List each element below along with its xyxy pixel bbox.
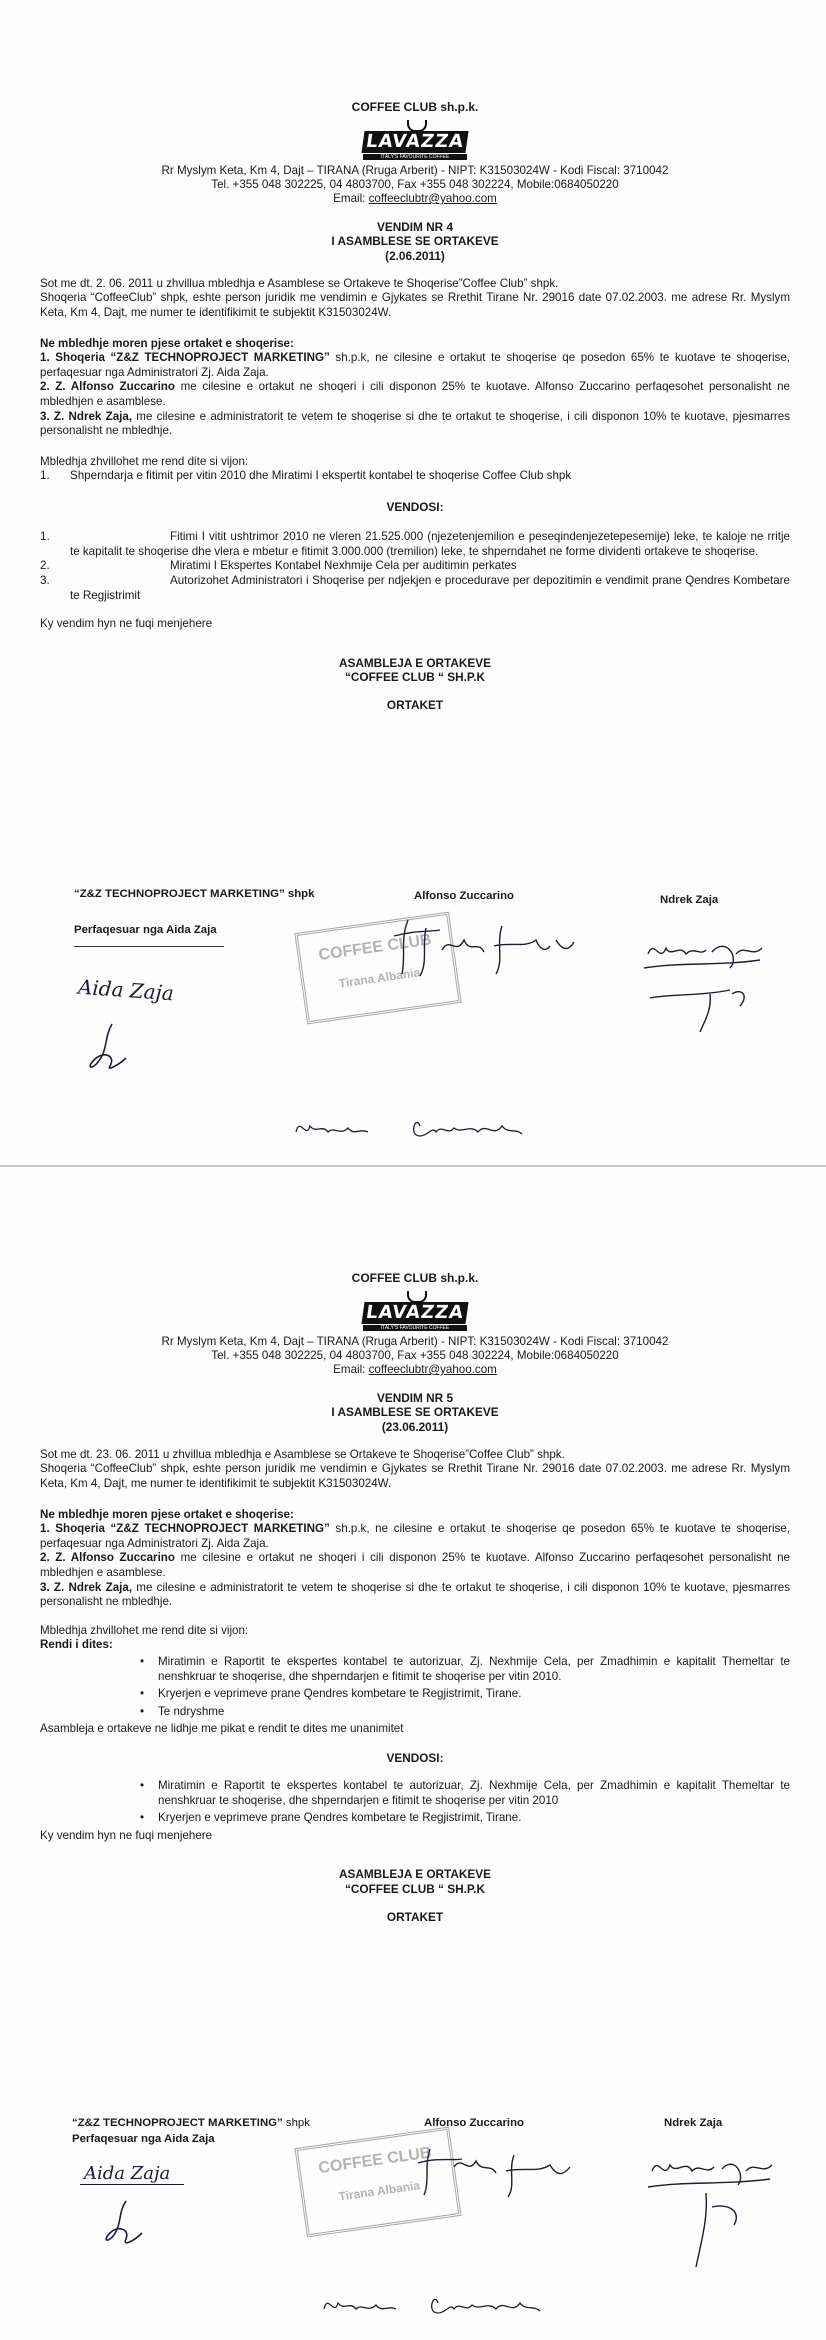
intro-meeting: Sot me dt. 23. 06. 2011 u zhvillua mbledhja e Asamblese se Ortakeve te Shoqerise”Coffee Club” shpk. [40,1447,565,1461]
participant-1 [40,351,790,380]
decision-item-3 [40,573,790,603]
signatory-ndrek: Ndrek Zaja [664,2117,723,2129]
decision-item: • Kryerjen e veprimeve prane Qendres kombetare te Regjistrimit, Tirane. [158,1811,790,1826]
agenda-item: • Kryerjen e veprimeve prane Qendres kombetare te Regjistrimit, Tirane. [158,1687,790,1702]
signature-aida [96,2197,152,2253]
decides-heading: VENDOSI: [386,499,444,514]
signature-ndrek [640,924,790,1034]
signatory-ndrek: Ndrek Zaja [660,894,719,906]
partners-heading: ORTAKET [386,1909,444,1924]
agenda-item: • Miratimin e Raportit te ekspertes kontabel te autorizuar, Zj. Nexhmije Cela, per Zmadhimin e kapitalit Themeltar te nenshkruar te shoqerise, dhe shperndarjen e fitimit te shoqerise per vitin 2010. [158,1655,790,1684]
email-label: Email: [333,1363,369,1376]
participants-heading: Ne mbledhje moren pjese ortaket e shoqerise: [40,336,294,350]
decision-list [40,1779,790,1826]
participant-3-name: 3. Z. Ndrek Zaja, [40,1580,133,1594]
signatory-company [72,2117,310,2129]
decision-item-1-text: Fitimi I vitit ushtrimor 2010 ne vleren 21.525.000 (njezetenjemilion e peseqindenjezetepesemije) leke, te kaloje ne rritje te kapitalit te shoqerise dhe vlera e mbetur e fitimit 3.000.000 (tremilion) leke, te shperndahet ne forme dividenti ortakeve te shoqerise. [70,530,790,558]
logo-tagline: ITALY'S FAVOURITE COFFEE [363,1325,467,1331]
intro-meeting: Sot me dt. 2. 06. 2011 u zhvillua mbledhja e Asamblese se Ortakeve te Shoqerise”Coffee Club” shpk. [40,276,559,290]
company-name: COFFEE CLUB sh.p.k. [351,100,479,114]
lavazza-logo [363,1291,467,1331]
page2-content [40,1271,790,1924]
signature-alfonso [386,910,586,986]
signature-partner-bottom [318,2287,578,2333]
participant-2-desc: me cilesine e ortakut ne shoqeri i cili disponon 25% te kuotave. Alfonso Zuccarino perfaqesohet personalisht ne mbledhjen e asamblese. [40,380,790,408]
participant-2 [40,380,790,409]
intro-company: Shoqeria “CoffeeClub” shpk, eshte person juridik me vendimin e Gjykates se Rrethit Tirane Nr. 29016 date 07.02.2003. me adrese Rr. Myslym Keta, Km 4, Dajt, me numer te identifikimit te subjektit K31503024W. [40,1462,790,1490]
stamp-subtext: Tirana Albania [337,2178,421,2204]
decision-item-2 [40,559,790,574]
decision-item-3-text: Autorizohet Administratori i Shoqerise per ndjekjen e procedurave per depozitimin e vendimit prane Qendres Kombetare te Regjistrimit [70,573,790,602]
address-line-1: Rr Myslym Keta, Km 4, Dajt – TIRANA (Rruga Arberit) - NIPT: K31503024W - Kodi Fiscal: 3710042 [161,1334,669,1348]
effect-statement: Ky vendim hyn ne fuqi menjehere [40,617,213,631]
agenda-item: • Te ndryshme [158,1705,790,1720]
decision-item-2-text: Miratimi I Ekspertes Kontabel Nexhmije Cela per auditimin perkates [170,559,517,573]
decision-date: (23.06.2011) [381,1419,449,1434]
effect-statement: Ky vendim hyn ne fuqi menjehere [40,1828,213,1842]
handwritten-name-aida: Aida Zaja [80,2163,184,2185]
logo-tagline: ITALY'S FAVOURITE COFFEE [363,154,467,160]
participant-1-desc: sh.p.k, ne cilesine e ortakut te shoqerise qe posedon 65% te kuotave te shoqerise, perfaqesuar nga Administratori Zj. Aida Zaja. [40,351,790,379]
participant-2-name: 2. Z. Alfonso Zuccarino [40,1551,175,1565]
decision-item-2-number: 2. [40,559,50,573]
signatory-company-suffix: shpk [282,2117,310,2129]
agenda-intro: Mbledhja zhvillohet me rend dite si vijon: [40,454,249,468]
participant-2 [40,1551,790,1580]
participants-heading: Ne mbledhje moren pjese ortaket e shoqerise: [40,1507,294,1521]
decision-title: I ASAMBLESE SE ORTAKEVE [331,1405,499,1420]
signature-aida [82,1020,132,1080]
email-link[interactable]: coffeeclubtr@yahoo.com [368,192,497,205]
assembly-company: “COFFEE CLUB “ SH.P.K [344,669,486,684]
participant-1-name: 1. Shoqeria “Z&Z TECHNOPROJECT MARKETING” [40,351,330,365]
participant-3 [40,1581,790,1610]
agenda-item-number: 1. [40,469,50,483]
participant-1-name: 1. Shoqeria “Z&Z TECHNOPROJECT MARKETING” [40,1522,330,1536]
participant-3-desc: me cilesine e administratorit te vetem te shoqerise si dhe te ortakut te shoqerise, i cili disponon 10% te kuotave, pjesmarres personalisht ne mbledhje. [40,409,790,438]
address-line-1: Rr Myslym Keta, Km 4, Dajt – TIRANA (Rruga Arberit) - NIPT: K31503024W - Kodi Fiscal: 3710042 [161,163,669,177]
assembly-company: “COFFEE CLUB “ SH.P.K [344,1881,486,1896]
document-page-1 [0,0,826,1165]
stamp-text: COFFEE CLUB [317,931,433,965]
participant-3 [40,410,790,439]
signature-block-1 [0,880,826,1160]
signatory-representative: Perfaqesuar nga Aida Zaja [72,2133,215,2145]
page1-content [40,100,790,712]
participant-1 [40,1522,790,1551]
assembly-heading: ASAMBLEJA E ORTAKEVE [338,1867,492,1882]
signature-alfonso [410,2141,590,2201]
handwritten-name-aida: Aida Zaja [77,974,175,1006]
address-line-2: Tel. +355 048 302225, 04 4803700, Fax +355 048 302224, Mobile:0684050220 [211,177,619,191]
email-link[interactable]: coffeeclubtr@yahoo.com [368,1363,497,1376]
signatory-company-name: “Z&Z TECHNOPROJECT MARKETING” [72,2117,283,2129]
address-line-2: Tel. +355 048 302225, 04 4803700, Fax +355 048 302224, Mobile:0684050220 [211,1348,619,1362]
decides-heading: VENDOSI: [386,1750,444,1765]
signatory-alfonso: Alfonso Zuccarino [424,2117,524,2129]
logo-cup-icon [407,1291,427,1303]
decision-title: I ASAMBLESE SE ORTAKEVE [331,234,499,249]
assembly-heading: ASAMBLEJA E ORTAKEVE [338,655,492,670]
company-name: COFFEE CLUB sh.p.k. [351,1271,479,1285]
signatory-representative: Perfaqesuar nga Aida Zaja [74,924,224,947]
decision-number: VENDIM NR 4 [376,220,454,235]
agenda-intro: Mbledhja zhvillohet me rend dite si vijon: [40,1623,249,1637]
decision-date: (2.06.2011) [385,248,445,263]
participant-3-desc: me cilesine e administratorit te vetem te shoqerise si dhe te ortakut te shoqerise, i cili disponon 10% te kuotave, pjesmarres personalisht ne mbledhje. [40,1580,790,1609]
email-line [40,1363,790,1377]
decision-number: VENDIM NR 5 [376,1391,454,1406]
decision-item-1-number: 1. [40,530,50,544]
stamp-text: COFFEE CLUB [317,2144,433,2178]
email-line [40,192,790,206]
participant-1-desc: sh.p.k, ne cilesine e ortakut te shoqerise qe posedon 65% te kuotave te shoqerise, perfaqesuar nga Administratori Zj. Aida Zaja. [40,1522,790,1550]
lavazza-logo [363,120,467,160]
logo-cup-icon [407,120,427,132]
agenda-heading: Rendi i dites: [40,1638,113,1652]
decision-item-1 [40,530,790,559]
signatory-alfonso: Alfonso Zuccarino [414,890,514,902]
email-label: Email: [333,192,369,205]
signature-ndrek [646,2141,796,2271]
partners-heading: ORTAKET [386,698,444,713]
decision-item-3-number: 3. [40,573,50,587]
unanimous-statement: Asambleja e ortakeve ne lidhje me pikat e rendit te dites me unanimitet [40,1722,404,1736]
signature-block-2 [0,2117,826,2337]
logo-word: LAVAZZA [361,1302,468,1324]
agenda-list [40,1655,790,1719]
intro-company: Shoqeria “CoffeeClub” shpk, eshte person juridik me vendimin e Gjykates se Rrethit Tirane Nr. 29016 date 07.02.2003. me adrese Rr. Myslym Keta, Km 4, Dajt, me numer te identifikimit te subjektit K31503024W. [40,291,790,319]
signature-partner-bottom [290,1106,560,1156]
agenda-item-text: Shperndarja e fitimit per vitin 2010 dhe Miratimi I ekspertit kontabel te shoqerise Coffee Club shpk [70,469,572,483]
document-page-2 [0,1165,826,2340]
participant-3-name: 3. Z. Ndrek Zaja, [40,409,133,423]
decision-item: • Miratimin e Raportit te ekspertes kontabel te autorizuar, Zj. Nexhmije Cela, per Zmadhimin e kapitalit Themeltar te nenshkruar te shoqerise, dhe shperndarjen e fitimit te shoqerise per vitin 2010 [158,1779,790,1808]
agenda-item [40,469,790,484]
signatory-company: “Z&Z TECHNOPROJECT MARKETING” shpk [74,888,315,900]
participant-2-desc: me cilesine e ortakut ne shoqeri i cili disponon 25% te kuotave. Alfonso Zuccarino perfaqesohet personalisht ne mbledhjen e asamblese. [40,1551,790,1579]
stamp-subtext: Tirana Albania [337,965,421,991]
participant-2-name: 2. Z. Alfonso Zuccarino [40,380,175,394]
logo-word: LAVAZZA [361,131,468,153]
